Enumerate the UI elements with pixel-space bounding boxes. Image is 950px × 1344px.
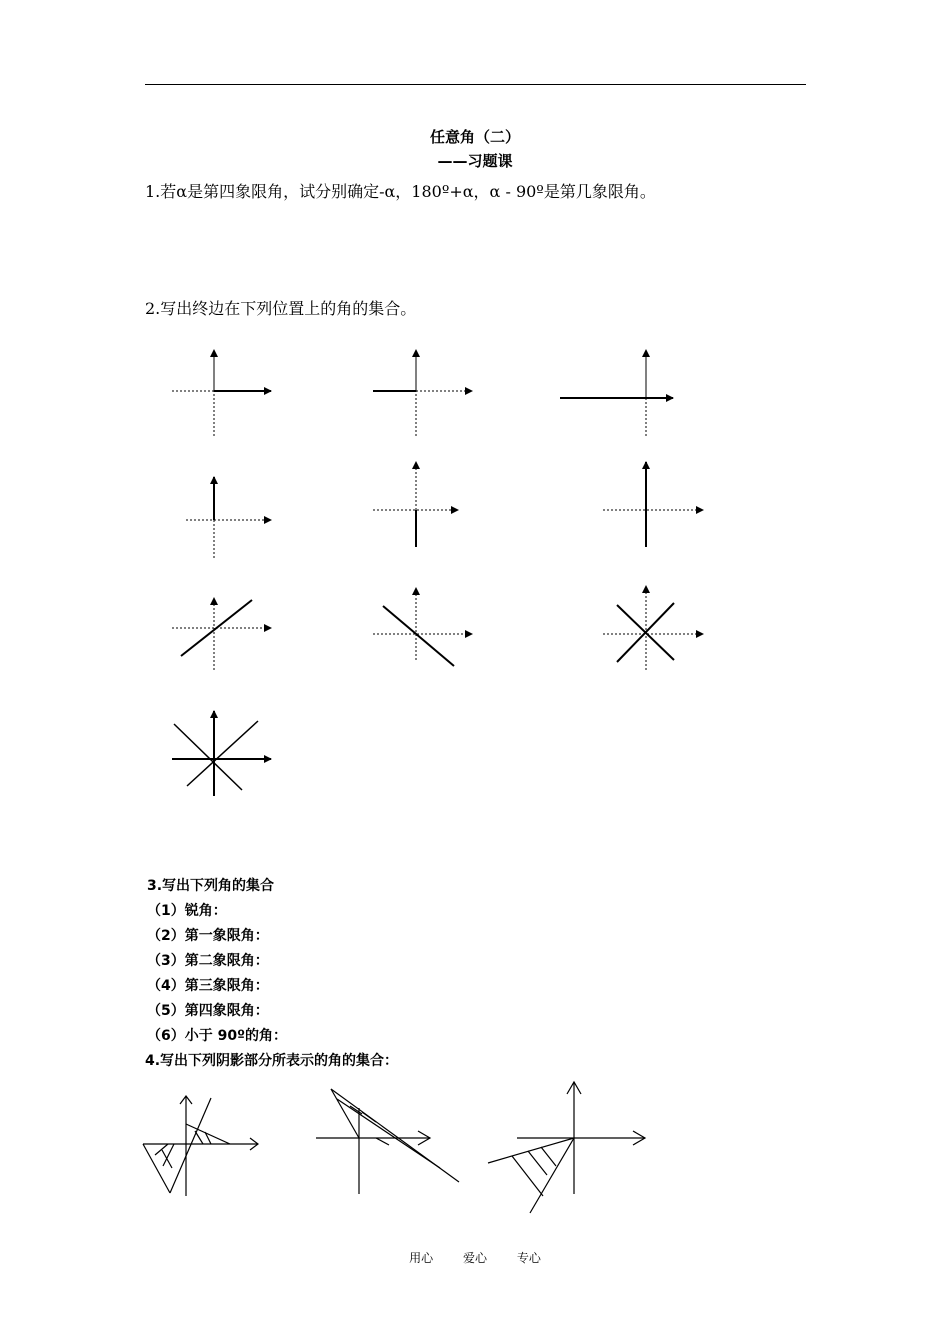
problem-4-title: 4.写出下列阴影部分所表示的角的集合： (145, 1053, 399, 1069)
footer-item: 专心 (516, 1251, 541, 1265)
problem-3-item: （1）锐角： (147, 903, 227, 919)
problem-3-item: （3）第二象限角： (147, 953, 269, 969)
shaded-region-figure-b (316, 1089, 459, 1194)
axis-figure-y-axis (603, 462, 703, 547)
axis-figure-line-y-equals-x (172, 598, 271, 670)
problem-3-title: 3.写出下列角的集合 (147, 878, 275, 894)
axis-figure-negative-y (373, 462, 458, 547)
page-footer (0, 1249, 950, 1266)
axis-figure-positive-x (172, 350, 271, 436)
problem-1-text: 1.若α是第四象限角，试分别确定-α，180º+α，α - 90º是第几象限角。 (145, 182, 656, 201)
axis-figure-x-axis (560, 350, 673, 436)
axis-figure-negative-x (373, 350, 472, 436)
axis-figure-axes-and-diagonals (172, 711, 271, 796)
problem-3-item: （4）第三象限角： (147, 978, 269, 994)
axis-figure-positive-y (186, 477, 271, 558)
shaded-region-figure-a (143, 1096, 258, 1196)
axis-figure-line-y-equals-neg-x (373, 588, 472, 666)
problem-3-item: （2）第一象限角： (147, 928, 269, 944)
axis-figure-both-diagonals (603, 586, 703, 670)
footer-item: 用心 (409, 1251, 434, 1265)
problem-3-item: （5）第四象限角： (147, 1003, 269, 1019)
page-title: 任意角（二） (429, 128, 520, 146)
page-subtitle: ——习题课 (437, 152, 513, 170)
problem-3-item: （6）小于 90º的角： (147, 1028, 287, 1044)
problem-2-text: 2.写出终边在下列位置上的角的集合。 (145, 299, 417, 318)
problem-4-figures (0, 1070, 950, 1230)
footer-item: 爱心 (462, 1251, 487, 1265)
shaded-region-figure-c (488, 1082, 645, 1213)
